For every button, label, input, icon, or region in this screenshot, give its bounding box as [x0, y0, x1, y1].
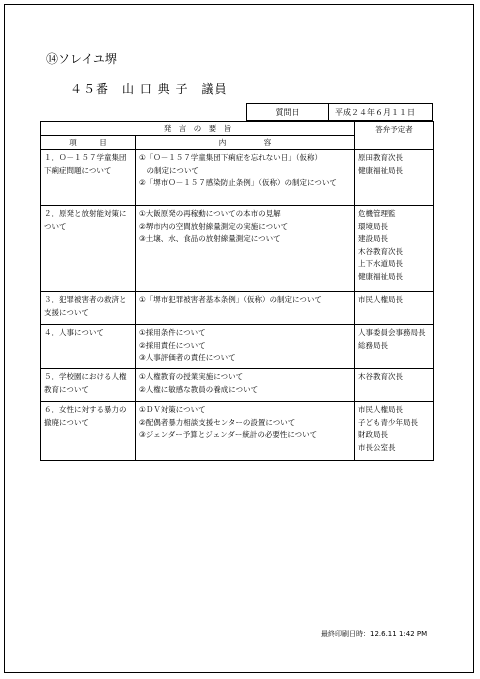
row-item-text: ２．原発と放射能対策について: [44, 209, 127, 231]
row-content: [136, 150, 355, 206]
table-row: [41, 292, 434, 325]
row-content: [136, 206, 355, 292]
answerer: 総務局長: [358, 340, 388, 350]
content-line: ②配偶者暴力相談支援センターの設置について: [139, 417, 296, 427]
member-name: ４５番 山 口 典 子 議員: [70, 82, 228, 96]
question-date-label: 質問日: [247, 104, 329, 120]
content-line: ②人権に敏感な教員の養成について: [139, 384, 259, 394]
row-content: [136, 369, 355, 402]
content-line: ①「堺市犯罪被害者基本条例」（仮称）の制定について: [139, 295, 322, 304]
row-content: [136, 292, 355, 325]
content-line: ③人事評価者の責任について: [139, 353, 236, 362]
answer-header: 答弁予定者: [355, 122, 434, 150]
content-line: ①ＤＶ対策について: [139, 405, 206, 414]
row-item-text: ４．人事について: [44, 328, 104, 337]
row-answerers: [355, 292, 434, 325]
answerer: 原田教育次長: [358, 153, 403, 162]
row-item-text: ３．犯罪被害者の救済と支援について: [44, 295, 127, 317]
question-table: [40, 121, 434, 461]
row-item: [41, 206, 136, 292]
content-line: ②採用責任について: [139, 340, 206, 350]
row-content: [136, 325, 355, 369]
table-row: [41, 150, 434, 206]
content-line: ②堺市内の空間放射線量測定の実施について: [139, 221, 289, 231]
row-answerers: [355, 325, 434, 369]
row-item: [41, 402, 136, 461]
table-row: [41, 402, 434, 461]
table-row: [41, 369, 434, 402]
row-item-text: ６．女性に対する暴力の撤廃について: [44, 405, 127, 427]
row-content: [136, 402, 355, 461]
row-answerers: [355, 402, 434, 461]
row-item: [41, 369, 136, 402]
party-name: ⑭ソレイユ堺: [46, 52, 117, 66]
answerer: 危機管理監: [358, 209, 396, 218]
content-header: 内 容: [136, 136, 355, 150]
content-line: ②「堺市Ｏ－１５７感染防止条例」（仮称）の制定について: [139, 178, 337, 187]
row-item: [41, 325, 136, 369]
group-header: 発 言 の 要 旨: [41, 122, 355, 136]
answerer: 市民人権局長: [358, 405, 403, 414]
table-row: [41, 206, 434, 292]
answerer: 健康福祉局長: [358, 165, 403, 175]
answerer: 環境局長: [358, 221, 388, 231]
row-item: [41, 150, 136, 206]
answerer: 建設局長: [358, 234, 388, 243]
row-item-text: ５．学校園における人権教育について: [44, 372, 127, 394]
content-line: ①「Ｏ－１５７学童集団下痢症を忘れない日」（仮称）: [139, 153, 322, 162]
answerer: 健康福祉局長: [358, 271, 403, 281]
table-row: [41, 325, 434, 369]
question-date-value: 平成２４年６月１１日: [335, 107, 415, 117]
print-timestamp: 最終印刷日時：12.6.11 1:42 PM: [321, 630, 428, 638]
answerer: 市長公室長: [358, 442, 396, 452]
answerer: 木谷教育次長: [358, 372, 403, 381]
answerer: 上下水道局長: [358, 259, 403, 268]
content-line: ③土壌、水、食品の放射線量測定について: [139, 234, 281, 243]
question-date-box: [246, 103, 433, 121]
answerer: 財政局長: [358, 430, 388, 439]
content-line: ③ジェンダー予算とジェンダー統計の必要性について: [139, 430, 318, 439]
answerer: 子ども青少年局長: [358, 417, 418, 427]
content-line: の制定について: [139, 165, 199, 175]
row-item: [41, 292, 136, 325]
row-answerers: [355, 206, 434, 292]
row-answerers: [355, 150, 434, 206]
item-header: 項 目: [41, 136, 136, 150]
content-line: ①大飯原発の再稼動についての本市の見解: [139, 209, 281, 218]
content-line: ①人権教育の授業実施について: [139, 372, 244, 381]
answerer: 人事委員会事務局長: [358, 328, 426, 337]
content-line: ①採用条件について: [139, 328, 206, 337]
row-item-text: １．Ｏ－１５７学童集団下痢症問題について: [44, 153, 127, 175]
answerer: 木谷教育次長: [358, 246, 403, 256]
row-answerers: [355, 369, 434, 402]
answerer: 市民人権局長: [358, 295, 403, 304]
